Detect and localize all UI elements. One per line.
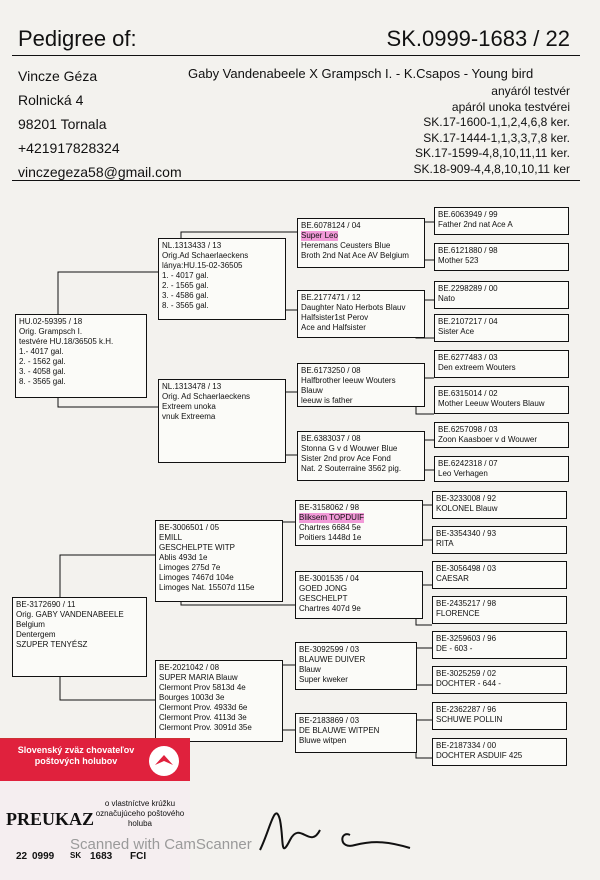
relation-line-1: anyáról testvér	[491, 84, 570, 98]
pedigree-note: Heremans Ceusters Blue	[301, 241, 391, 250]
pedigree-box-g8	[434, 456, 569, 482]
pedigree-note: Belgium	[16, 620, 45, 629]
ring-id: BE.6383037 / 08	[301, 434, 361, 443]
pedigree-note: DOCHTER ASDUIF 425	[436, 751, 523, 760]
pigeon-logo-icon	[148, 745, 180, 777]
pedigree-box-dam-dam	[158, 379, 286, 463]
pedigree-box-g11	[432, 561, 567, 589]
pedigree-note: Mother Leeuw Wouters Blauw	[438, 399, 545, 408]
race-result: Clermont Prov. 3091d 35e	[159, 723, 252, 732]
sibling-result: SK.17-1444-1,1,3,3,7,8 ker.	[423, 130, 570, 145]
ring-id: BE-3006501 / 05	[159, 523, 220, 532]
ring-id: HU.02-59395 / 18	[19, 317, 83, 326]
pedigree-note: Dentergem	[16, 630, 56, 639]
race-result: Chartres 407d 9e	[299, 604, 361, 613]
race-result: Limoges Nat. 15507d 115e	[159, 583, 255, 592]
pedigree-note: Blauw	[301, 386, 323, 395]
ring-id: NL.1313433 / 13	[162, 241, 222, 250]
pedigree-box-g7	[434, 422, 569, 448]
pedigree-box-g5	[434, 350, 569, 378]
pedigree-note: Father 2nd nat Ace A	[438, 220, 513, 229]
race-result: Clermont Prov. 4113d 3e	[159, 713, 247, 722]
pedigree-box-g13	[432, 631, 567, 659]
ring-id: BE-2187334 / 00	[436, 741, 497, 750]
ring-id: BE.6078124 / 04	[301, 221, 361, 230]
pedigree-box-g6	[434, 386, 569, 414]
pedigree-note: Sister 2nd prov Ace Fond	[301, 454, 391, 463]
ring-id: BE-3233008 / 92	[436, 494, 497, 503]
sibling-result: SK.17-1600-1,1,2,4,6,8 ker.	[423, 115, 570, 129]
pedigree-note: KOLONEL Blauw	[436, 504, 498, 513]
ring-country: SK	[70, 851, 82, 860]
pedigree-box-g9	[432, 491, 567, 519]
pedigree-note: Nato	[438, 294, 455, 303]
pedigree-note: 8. - 3565 gal.	[19, 377, 66, 386]
pedigree-box-sire	[12, 597, 147, 677]
pedigree-box-g15	[432, 702, 567, 730]
ring-serial: 1683	[90, 851, 113, 862]
ring-number: SK.0999-1683 / 22	[386, 26, 570, 51]
owner-city: 98201 Tornala	[18, 116, 107, 132]
pedigree-note: Zoon Kaasboer v d Wouwer	[438, 435, 538, 444]
ring-id: BE-3354340 / 93	[436, 529, 497, 538]
pedigree-box-g3	[434, 281, 569, 309]
pedigree-note: 1.- 4017 gal.	[19, 347, 64, 356]
pedigree-box-g2	[434, 243, 569, 271]
pedigree-note: Orig. Ad Schaerlaeckens	[162, 392, 251, 401]
pedigree-note: Orig. GABY VANDENABEELE	[16, 610, 124, 619]
race-result: Clermont Prov 5813d 4e	[159, 683, 246, 692]
ring-year: 22	[16, 851, 28, 862]
owner-email: vinczegeza58@gmail.com	[18, 164, 182, 180]
pedigree-note: Stonna G v d Wouwer Blue	[301, 444, 398, 453]
ring-id: BE.6315014 / 02	[438, 389, 498, 398]
ring-fci: FCI	[130, 851, 147, 862]
ring-id: BE-3001535 / 04	[299, 574, 360, 583]
pedigree-note: FLORENCE	[436, 609, 480, 618]
page-title: Pedigree of:	[18, 26, 137, 51]
pedigree-box-sdd	[295, 713, 417, 753]
pedigree-note: testvére HU.18/36505 k.H.	[19, 337, 114, 346]
ring-id: BE-3158062 / 98	[299, 503, 360, 512]
pairing-line: Gaby Vandenabeele X Grampsch I. - K.Csapos - Young bird	[188, 66, 534, 81]
race-result: Bourges 1003d 3e	[159, 693, 225, 702]
pedigree-note: Extreem unoka	[162, 402, 216, 411]
signature-graphic	[250, 790, 430, 870]
race-result: Clermont Prov. 4933d 6e	[159, 703, 248, 712]
pedigree-box-dss	[297, 218, 425, 268]
pedigree-note: SZUPER TENYÉSZ	[16, 640, 88, 649]
ring-id: BE.6277483 / 03	[438, 353, 498, 362]
bird-name-highlight: Super Leo	[301, 231, 338, 240]
pedigree-note: GOED JONG	[299, 584, 348, 593]
owner-street: Rolnická 4	[18, 92, 84, 108]
pedigree-box-dsd	[297, 290, 425, 338]
preukaz-subtitle: o vlastníctve krúžku označujúceho poštového holuba	[95, 799, 185, 828]
pedigree-note: Daughter Nato Herbots Blauv	[301, 303, 406, 312]
pedigree-note: 1. - 4017 gal.	[162, 271, 209, 280]
pedigree-box-dds	[297, 363, 425, 407]
scanner-watermark: Scanned with CamScanner	[70, 836, 252, 853]
ring-id: BE-3092599 / 03	[299, 645, 360, 654]
pedigree-box-sire-dam	[155, 660, 283, 742]
pedigree-note: Super kweker	[299, 675, 348, 684]
pedigree-note: DE BLAUWE WITPEN	[299, 726, 380, 735]
pedigree-box-g1	[434, 207, 569, 235]
ring-id: BE-2435217 / 98	[436, 599, 497, 608]
ownership-card	[0, 738, 190, 880]
pedigree-box-sss	[295, 500, 423, 546]
race-result: Poitiers 1448d 1e	[299, 533, 362, 542]
pedigree-note: EMILL	[159, 533, 183, 542]
pedigree-box-dam	[15, 314, 147, 398]
pedigree-note: 3. - 4058 gal.	[19, 367, 66, 376]
ring-id: BE-3172690 / 11	[16, 600, 76, 609]
pedigree-note: Halfbrother leeuw Wouters	[301, 376, 396, 385]
pedigree-box-g4	[434, 314, 569, 342]
pedigree-note: Orig. Grampsch I.	[19, 327, 83, 336]
ring-id: BE.6173250 / 08	[301, 366, 361, 375]
pedigree-note: DOCHTER - 644 -	[436, 679, 501, 688]
pedigree-note: vnuk Extreema	[162, 412, 216, 421]
pedigree-note: BLAUWE DUIVER	[299, 655, 366, 664]
ring-id: BE-3025259 / 02	[436, 669, 497, 678]
pedigree-note: Ace and Halfsister	[301, 323, 366, 332]
ring-id: BE.6242318 / 07	[438, 459, 498, 468]
bird-name-highlight: Bliksem TOPDUIF	[299, 513, 365, 522]
pedigree-note: 2. - 1562 gal.	[19, 357, 66, 366]
pedigree-box-sire-sire	[155, 520, 283, 602]
race-result: Ablis 493d 1e	[159, 553, 208, 562]
pedigree-note: Broth 2nd Nat Ace AV Belgium	[301, 251, 409, 260]
pedigree-note: GESCHELPTE WITP	[159, 543, 236, 552]
pedigree-box-dam-sire	[158, 238, 286, 320]
pedigree-note: Halfsister1st Perov	[301, 313, 369, 322]
ring-id: BE-2362287 / 96	[436, 705, 497, 714]
pedigree-note: 3. - 4586 gal.	[162, 291, 209, 300]
federation-name: Slovenský zväz chovateľov poštových holubov	[17, 745, 135, 766]
pedigree-note: DE - 603 -	[436, 644, 473, 653]
pedigree-note: Bluwe witpen	[299, 736, 347, 745]
pedigree-note: Blauw	[299, 665, 321, 674]
pedigree-note: lánya:HU.15-02-36505	[162, 261, 243, 270]
pedigree-box-sds	[295, 642, 417, 690]
pedigree-box-g16	[432, 738, 567, 766]
preukaz-label: PREUKAZ	[6, 809, 95, 829]
pedigree-box-g14	[432, 666, 567, 694]
pedigree-note: SCHUWE POLLIN	[436, 715, 503, 724]
pedigree-box-g10	[432, 526, 567, 554]
owner-phone: +421917828324	[18, 140, 120, 156]
race-result: Limoges 275d 7e	[159, 563, 221, 572]
pedigree-note: SUPER MARIA Blauw	[159, 673, 238, 682]
pedigree-note: GESCHELPT	[299, 594, 348, 603]
relation-line-2: apáról unoka testvérei	[451, 99, 570, 114]
pedigree-note: CAESAR	[436, 574, 469, 583]
ring-id: BE.6257098 / 03	[438, 425, 498, 434]
pedigree-note: Orig.Ad Schaerlaeckens	[162, 251, 249, 260]
ring-id: BE.6121880 / 98	[438, 246, 498, 255]
ring-id: BE.2177471 / 12	[301, 293, 361, 302]
pedigree-note: leeuw is father	[301, 396, 353, 405]
ring-id: BE-2021042 / 08	[159, 663, 220, 672]
ring-id: NL.1313478 / 13	[162, 382, 222, 391]
pedigree-note: 8. - 3565 gal.	[162, 301, 209, 310]
race-result: Limoges 7467d 104e	[159, 573, 234, 582]
pedigree-note: Mother 523	[438, 256, 479, 265]
pedigree-note: 2. - 1565 gal.	[162, 281, 209, 290]
pedigree-note: Sister Ace	[438, 327, 475, 336]
pedigree-note: Nat. 2 Souterraine 3562 pig.	[301, 464, 402, 473]
ring-id: BE.2107217 / 04	[438, 317, 498, 326]
ring-id: BE-3056498 / 03	[436, 564, 497, 573]
ring-id: BE-2183869 / 03	[299, 716, 360, 725]
pedigree-note: Leo Verhagen	[438, 469, 488, 478]
ring-id: BE.6063949 / 99	[438, 210, 498, 219]
sibling-result: SK.17-1599-4,8,10,11,11 ker.	[415, 146, 570, 160]
pedigree-box-ddd	[297, 431, 425, 481]
race-result: Chartres 6684 5e	[299, 523, 361, 532]
pedigree-box-ssd	[295, 571, 423, 619]
sibling-result: SK.18-909-4,4,8,10,10,11 ker	[413, 161, 570, 176]
pedigree-note: Den extreem Wouters	[438, 363, 516, 372]
ring-id: BE.2298289 / 00	[438, 284, 498, 293]
ring-org-number: 0999	[32, 851, 55, 862]
owner-name: Vincze Géza	[18, 68, 98, 84]
ring-id: BE-3259603 / 96	[436, 634, 497, 643]
pedigree-note: RITA	[436, 539, 454, 548]
pedigree-box-g12	[432, 596, 567, 624]
